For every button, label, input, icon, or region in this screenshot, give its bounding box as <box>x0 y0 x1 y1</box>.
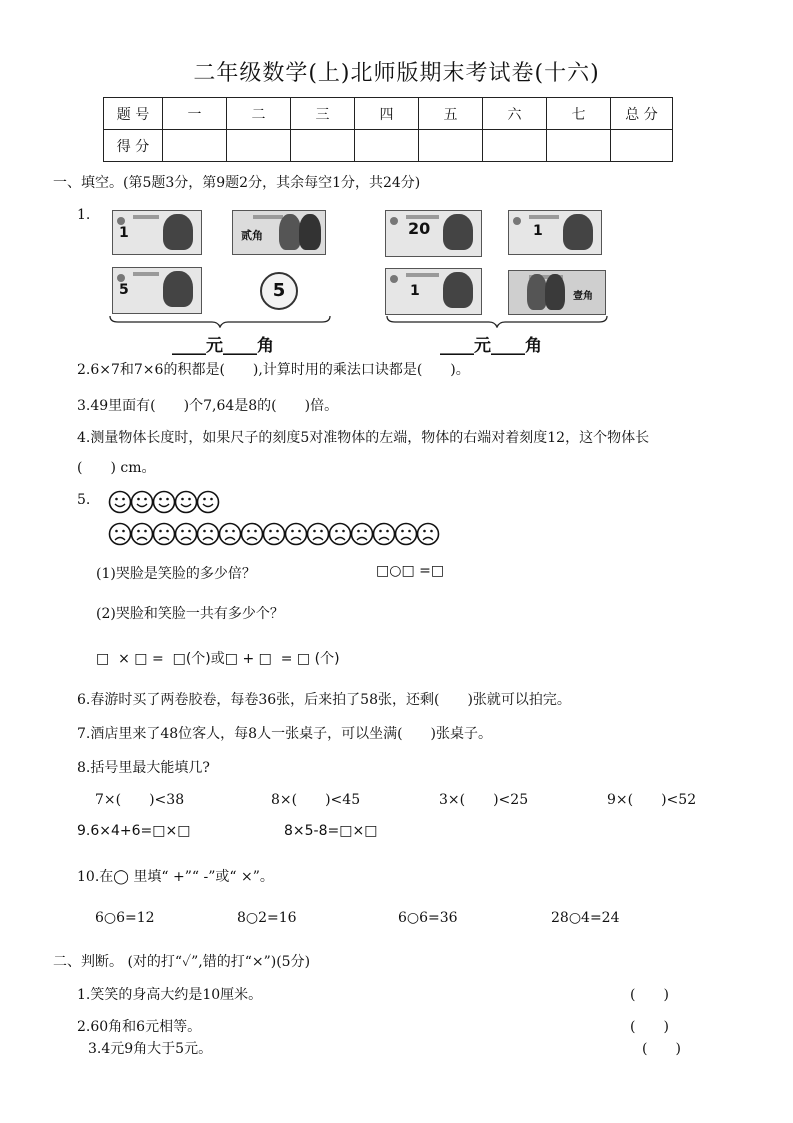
brace-left <box>108 314 332 328</box>
banknote-1-jiao <box>508 270 606 315</box>
note-value: 壹角 <box>573 291 593 302</box>
question-5-sub-2: (2)哭脸和笑脸一共有多少个？ <box>96 606 284 622</box>
judgment-item: 2.60角和6元相等。 <box>77 1019 202 1035</box>
emblem-icon <box>513 217 521 225</box>
smiley-face-icon <box>132 492 153 513</box>
note-value: 1 <box>533 223 543 239</box>
crying-face-icon <box>154 524 175 545</box>
question-number: 1. <box>77 207 91 223</box>
question-8: 8.括号里最大能填几? <box>77 760 210 776</box>
smiley-face-icon <box>198 492 219 513</box>
page-title: 二年级数学(上)北师版期末考试卷(十六) <box>193 61 600 86</box>
q10-item[interactable]: 28○4=24 <box>551 910 620 926</box>
brace-right <box>385 314 609 328</box>
question-4: 4.测量物体长度时，如果尺子的刻度5对准物体的左端，物体的右端对着刻度12，这个物体长 <box>77 430 650 446</box>
score-table <box>103 97 673 162</box>
portrait-icon <box>163 214 193 250</box>
question-number: 5. <box>77 492 91 508</box>
crying-face-icon <box>264 524 285 545</box>
crying-face-icon <box>220 524 241 545</box>
portrait-icon <box>443 214 473 250</box>
score-input-cell[interactable] <box>547 130 611 162</box>
section-heading: 二、判断。 (对的打“✓”,错的打“×”)(5分) <box>53 954 311 970</box>
question-6: 6.春游时买了两卷胶卷，每卷36张，后来拍了58张，还剩( )张就可以拍完。 <box>77 692 571 708</box>
crying-face-icon <box>132 524 153 545</box>
note-band <box>133 215 159 219</box>
score-input-cell[interactable] <box>227 130 291 162</box>
question-9-b[interactable]: 8×5-8=□×□ <box>284 823 378 839</box>
q8-item[interactable]: 9×( )<52 <box>607 792 697 808</box>
portrait-icon <box>163 271 193 307</box>
portrait-icon <box>443 272 473 308</box>
portrait-icon <box>545 274 565 310</box>
q10-item[interactable]: 8○2=16 <box>237 910 297 926</box>
crying-face-icon <box>286 524 307 545</box>
banknote-1-yuan <box>508 210 602 255</box>
answer-blank-right[interactable]: ____元____角 <box>440 336 542 356</box>
q8-item[interactable]: 8×( )<45 <box>271 792 361 808</box>
note-value: 贰角 <box>241 229 263 242</box>
judgment-paren[interactable]: ( ) <box>642 1041 681 1057</box>
portrait-icon <box>527 274 547 310</box>
note-band <box>133 272 159 276</box>
banknote-5-yuan <box>112 267 202 314</box>
answer-blank-left[interactable]: ____元____角 <box>172 336 274 356</box>
note-value: 20 <box>408 219 431 238</box>
banknote-1-yuan <box>112 210 202 255</box>
table-cell: 三 <box>291 98 355 130</box>
crying-faces-row <box>108 520 442 548</box>
note-band <box>406 273 439 277</box>
q10-item[interactable]: 6○6=36 <box>398 910 458 926</box>
score-input-cell[interactable] <box>611 130 673 162</box>
score-input-cell[interactable] <box>355 130 419 162</box>
table-cell: 总 分 <box>611 98 673 130</box>
crying-face-icon <box>110 524 131 545</box>
emblem-icon <box>117 217 125 225</box>
score-table-score-row <box>104 130 673 162</box>
smiley-face-icon <box>110 492 131 513</box>
table-cell: 六 <box>483 98 547 130</box>
smiley-face-icon <box>176 492 197 513</box>
score-input-cell[interactable] <box>483 130 547 162</box>
coin-5-jiao: 5 <box>260 272 298 310</box>
crying-face-icon <box>176 524 197 545</box>
question-5-sub-1: (1)哭脸是笑脸的多少倍？ <box>96 566 256 582</box>
emblem-icon <box>117 274 125 282</box>
judgment-paren[interactable]: ( ) <box>630 987 669 1003</box>
crying-face-icon <box>198 524 219 545</box>
table-cell: 题 号 <box>104 98 163 130</box>
emblem-icon <box>390 275 398 283</box>
note-band <box>529 215 559 219</box>
q8-item[interactable]: 7×( )<38 <box>95 792 185 808</box>
smiley-face-icon <box>154 492 175 513</box>
note-band <box>253 215 283 219</box>
smiling-faces-row <box>108 489 228 515</box>
emblem-icon <box>390 217 398 225</box>
score-input-cell[interactable] <box>163 130 227 162</box>
crying-face-icon <box>374 524 395 545</box>
note-value: 1 <box>119 225 129 241</box>
crying-face-icon <box>308 524 329 545</box>
question-4-continuation: ( ) cm。 <box>77 460 156 476</box>
portrait-icon <box>563 214 593 250</box>
crying-face-icon <box>418 524 439 545</box>
question-3: 3.49里面有( )个7,64是8的( )倍。 <box>77 398 339 414</box>
table-cell: 一 <box>163 98 227 130</box>
score-input-cell[interactable] <box>291 130 355 162</box>
note-value: 1 <box>410 283 420 299</box>
crying-face-icon <box>352 524 373 545</box>
judgment-item: 1.笑笑的身高大约是10厘米。 <box>77 987 263 1003</box>
q8-item[interactable]: 3×( )<25 <box>439 792 529 808</box>
question-10: 10.在◯ 里填“ +”“ -”或“ ×”。 <box>77 869 274 885</box>
banknote-20-yuan <box>385 210 482 257</box>
crying-face-icon <box>242 524 263 545</box>
formula-box-1[interactable]: □○□ =□ <box>376 563 445 579</box>
crying-face-icon <box>330 524 351 545</box>
portrait-icon <box>279 214 301 250</box>
table-cell: 七 <box>547 98 611 130</box>
judgment-item: 3.4元9角大于5元。 <box>88 1041 213 1057</box>
score-input-cell[interactable] <box>419 130 483 162</box>
banknote-2-jiao <box>232 210 326 255</box>
portrait-icon <box>299 214 321 250</box>
question-9-a[interactable]: 9.6×4+6=□×□ <box>77 823 191 839</box>
score-table-header-row <box>104 98 673 130</box>
question-7: 7.酒店里来了48位客人，每8人一张桌子，可以坐满( )张桌子。 <box>77 726 493 742</box>
table-cell: 五 <box>419 98 483 130</box>
crying-face-icon <box>396 524 417 545</box>
formula-box-2[interactable]: □ × □ = □(个)或□ + □ = □ (个) <box>96 651 340 667</box>
section-heading: 一、填空。(第5题3分，第9题2分，其余每空1分，共24分) <box>53 175 421 191</box>
table-cell: 四 <box>355 98 419 130</box>
table-cell: 二 <box>227 98 291 130</box>
banknote-1-yuan <box>385 268 482 315</box>
question-2: 2.6×7和7×6的积都是( ),计算时用的乘法口诀都是( )。 <box>77 362 470 378</box>
table-cell: 得 分 <box>104 130 163 162</box>
judgment-paren[interactable]: ( ) <box>630 1019 669 1035</box>
q10-item[interactable]: 6○6=12 <box>95 910 155 926</box>
note-value: 5 <box>119 282 129 298</box>
